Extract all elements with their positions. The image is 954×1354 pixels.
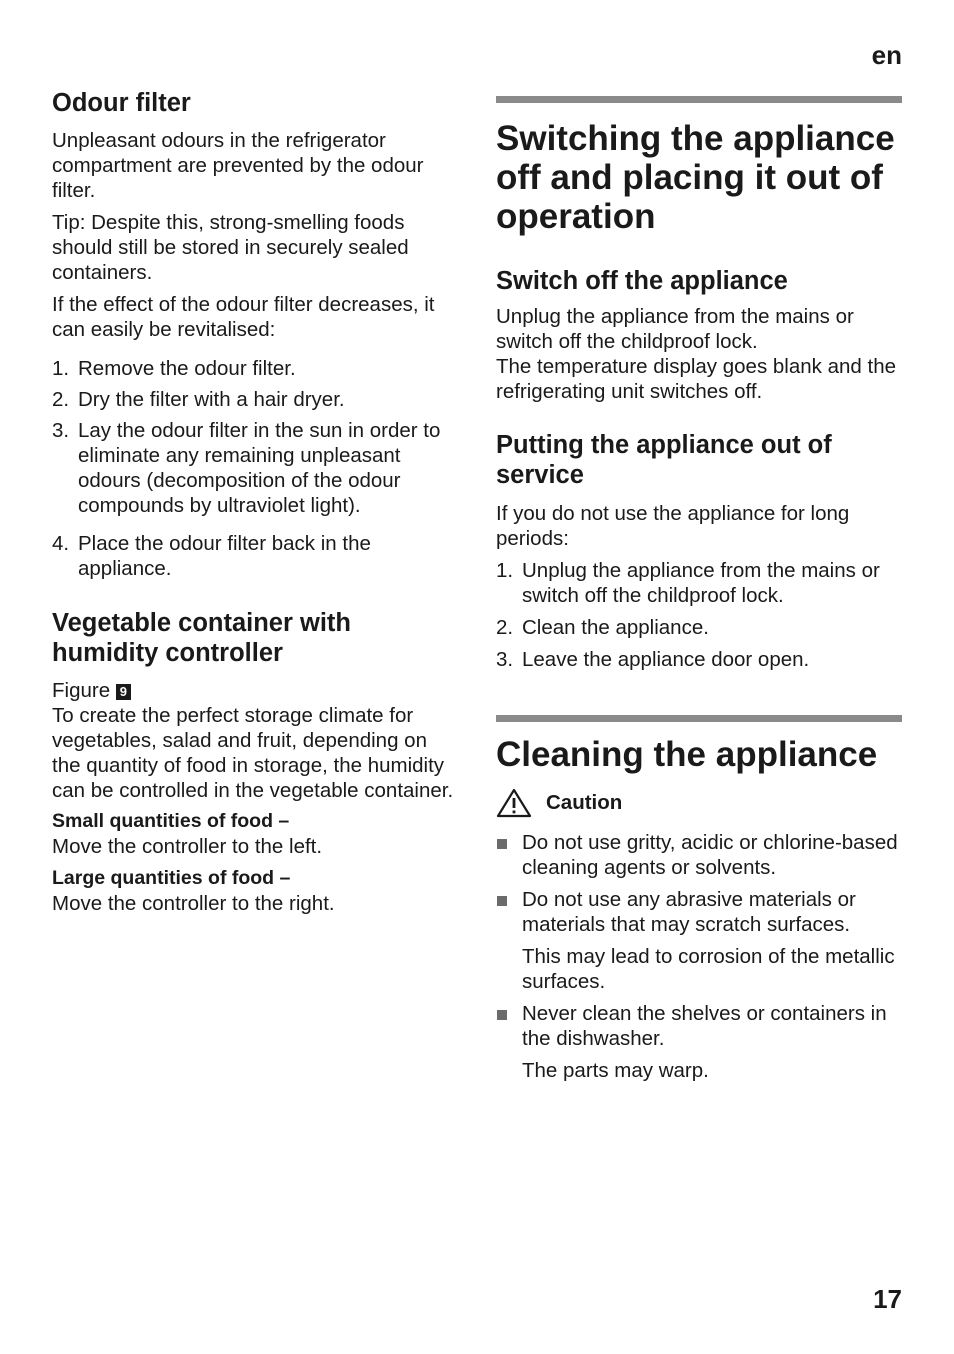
bullet-square-icon xyxy=(496,830,522,880)
vegetable-intro-paragraph: To create the perfect storage climate for vegetables, salad and fruit, depending on the quantity of food in storage, the humidity can be controlled in the vegetable container. xyxy=(52,704,454,802)
page-number: 17 xyxy=(873,1284,902,1314)
list-item: 2. Dry the filter with a hair dryer. xyxy=(52,388,345,411)
list-item: Do not use any abrasive materials or materials that may scratch surfaces. This may lead to corrosion of the metallic surfaces. xyxy=(496,887,902,994)
list-item: Never clean the shelves or containers in the dishwasher. The parts may warp. xyxy=(496,1001,902,1083)
left-column xyxy=(52,88,456,916)
list-item: 3. Leave the appliance door open. xyxy=(496,648,810,671)
out-of-service-heading: Putting the appliance out of service xyxy=(496,431,832,489)
caution-header xyxy=(496,788,902,818)
list-item: 1. Remove the odour filter. xyxy=(52,357,296,380)
cleaning-heading: Cleaning the appliance xyxy=(496,735,878,774)
odour-tip-paragraph: Tip: Despite this, strong-smelling foods should still be stored in securely sealed containers. xyxy=(52,211,409,284)
large-quantities-text: Move the controller to the right. xyxy=(52,892,335,915)
section-divider xyxy=(496,96,902,103)
list-item: 2. Clean the appliance. xyxy=(496,616,709,639)
list-item: Do not use gritty, acidic or chlorine-based cleaning agents or solvents. xyxy=(496,830,902,880)
caution-bullet-list xyxy=(496,830,902,1083)
switch-off-heading: Switch off the appliance xyxy=(496,267,788,295)
figure-number-badge: 9 xyxy=(116,684,131,700)
list-item: 3. Lay the odour filter in the sun in order to eliminate any remaining unpleasant odours (decomposition of the odour compounds by ultraviolet light). xyxy=(52,419,441,517)
switch-off-paragraph-1: Unplug the appliance from the mains or switch off the childproof lock. xyxy=(496,305,854,353)
list-item: 4. Place the odour filter back in the appliance. xyxy=(52,532,371,580)
figure-reference: Figure 9 xyxy=(52,678,456,703)
vegetable-container-heading: Vegetable container with humidity controller xyxy=(52,609,351,667)
switch-off-paragraph-2: The temperature display goes blank and the refrigerating unit switches off. xyxy=(496,355,897,403)
list-item: 1. Unplug the appliance from the mains or switch off the childproof lock. xyxy=(496,559,880,607)
odour-revitalise-paragraph: If the effect of the odour filter decreases, it can easily be revitalised: xyxy=(52,293,435,341)
bullet-square-icon xyxy=(496,1001,522,1083)
large-quantities-label: Large quantities of food – xyxy=(52,867,291,889)
odour-intro-paragraph: Unpleasant odours in the refrigerator compartment are prevented by the odour filter. xyxy=(52,129,424,202)
out-of-service-paragraph: If you do not use the appliance for long periods: xyxy=(496,502,850,550)
bullet-square-icon xyxy=(496,887,522,994)
odour-filter-heading: Odour filter xyxy=(52,89,191,117)
switching-off-heading: Switching the appliance off and placing it out of operation xyxy=(496,119,895,236)
warning-triangle-icon xyxy=(496,788,532,818)
small-quantities-label: Small quantities of food – xyxy=(52,810,290,832)
small-quantities-text: Move the controller to the left. xyxy=(52,835,323,858)
out-of-service-steps-list xyxy=(496,558,902,672)
odour-steps-list xyxy=(52,356,456,581)
right-column xyxy=(496,96,902,1083)
section-divider xyxy=(496,715,902,722)
caution-label: Caution xyxy=(546,791,623,814)
language-code: en xyxy=(871,40,902,70)
